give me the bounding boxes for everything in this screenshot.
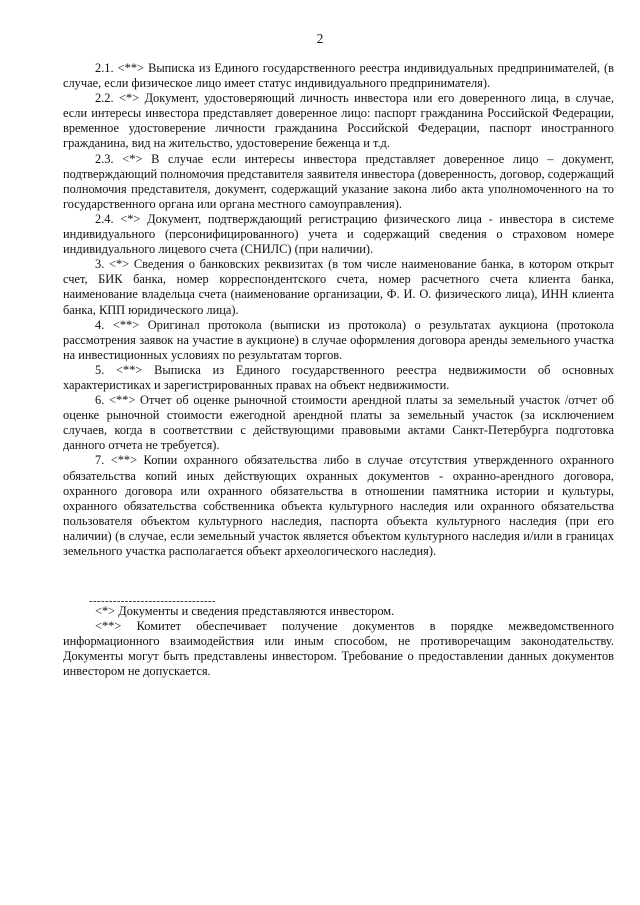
item-7: 7. <**> Копии охранного обязательства либо в случае отсутствия утвержденного охранного обязательства копий иных действующих охранных документов - охранно-арендного договора, охранного договора или охранного обязательства в отношении памятника истории и культуры, охранного обязательства собственника объекта культурного наследия или охранного обязательства пользователя объектом культурного наследия, паспорта объекта культурного наследия (при его наличии) (в случае, если земельный участок является объектом культурного наследия и/или в границах земельного участка располагается объект археологического наследия). — [63, 453, 614, 558]
page-number: 2 — [316, 31, 324, 46]
item-2-1: 2.1. <**> Выписка из Единого государственного реестра индивидуальных предпринимателей, (в случае, если физическое лицо имеет статус индивидуального предпринимателя). — [63, 61, 614, 91]
footnotes — [63, 604, 614, 679]
footnote-single-asterisk: <*> Документы и сведения представляются инвестором. — [95, 604, 395, 618]
item-4: 4. <**> Оригинал протокола (выписки из протокола) о результатах аукциона (протокола рассмотрения заявок на участие в аукционе) в случае оформления договора аренды земельного участка на инвестиционных условиях по результатам торгов. — [63, 317, 614, 362]
item-2-4: 2.4. <*> Документ, подтверждающий регистрацию физического лица - инвестора в системе индивидуального (персонифицированного) учета и содержащий сведения о страховом номере индивидуального лицевого счета (СНИЛС) (при наличии). — [63, 211, 614, 257]
item-6: 6. <**> Отчет об оценке рыночной стоимости арендной платы за земельный участок /отчет об оценке рыночной стоимости ежегодной арендной платы за земельный участок (за исключением случаев, когда в соответствии с действующими правовыми актами Санкт-Петербурга подготовка данного отчета не требуется). — [63, 393, 614, 453]
item-5: 5. <**> Выписка из Единого государственного реестра недвижимости об основных характеристиках и зарегистрированных правах на объект недвижимости. — [63, 362, 614, 392]
document-body — [63, 61, 614, 559]
item-2-2: 2.2. <*> Документ, удостоверяющий личность инвестора или его доверенного лица, в случае, если интересы инвестора представляет доверенное лицо: паспорт гражданина Российской Федерации, временное удостоверение личности гражданина Российской Федерации, паспорт иностранного гражданина, вид на жительство, удостоверение беженца и т.д. — [63, 91, 614, 151]
item-3: 3. <*> Сведения о банковских реквизитах (в том числе наименование банка, в котором открыт счет, БИК банка, номер корреспондентского счета, номер расчетного счета клиента банка, наименование владельца счета (наименование организации, Ф. И. О. физического лица), ИНН клиента банка, КПП юридического лица). — [63, 257, 614, 317]
footnote-separator: -------------------------------- — [89, 595, 216, 607]
footnote-double-asterisk: <**> Комитет обеспечивает получение документов в порядке межведомственного информационного взаимодействия или иным способом, не противоречащим законодательству. Документы могут быть представлены инвестором. Требование о предоставлении данных документов инвестором не допускается. — [63, 619, 614, 679]
item-2-3: 2.3. <*> В случае если интересы инвестора представляет доверенное лицо – документ, подтверждающий полномочия представителя заявителя инвестора (доверенность, договор, содержащий полномочия представителя, документ, содержащий указание закона либо акта уполномоченного на то государственного органа или органа местного самоуправления). — [63, 151, 614, 211]
